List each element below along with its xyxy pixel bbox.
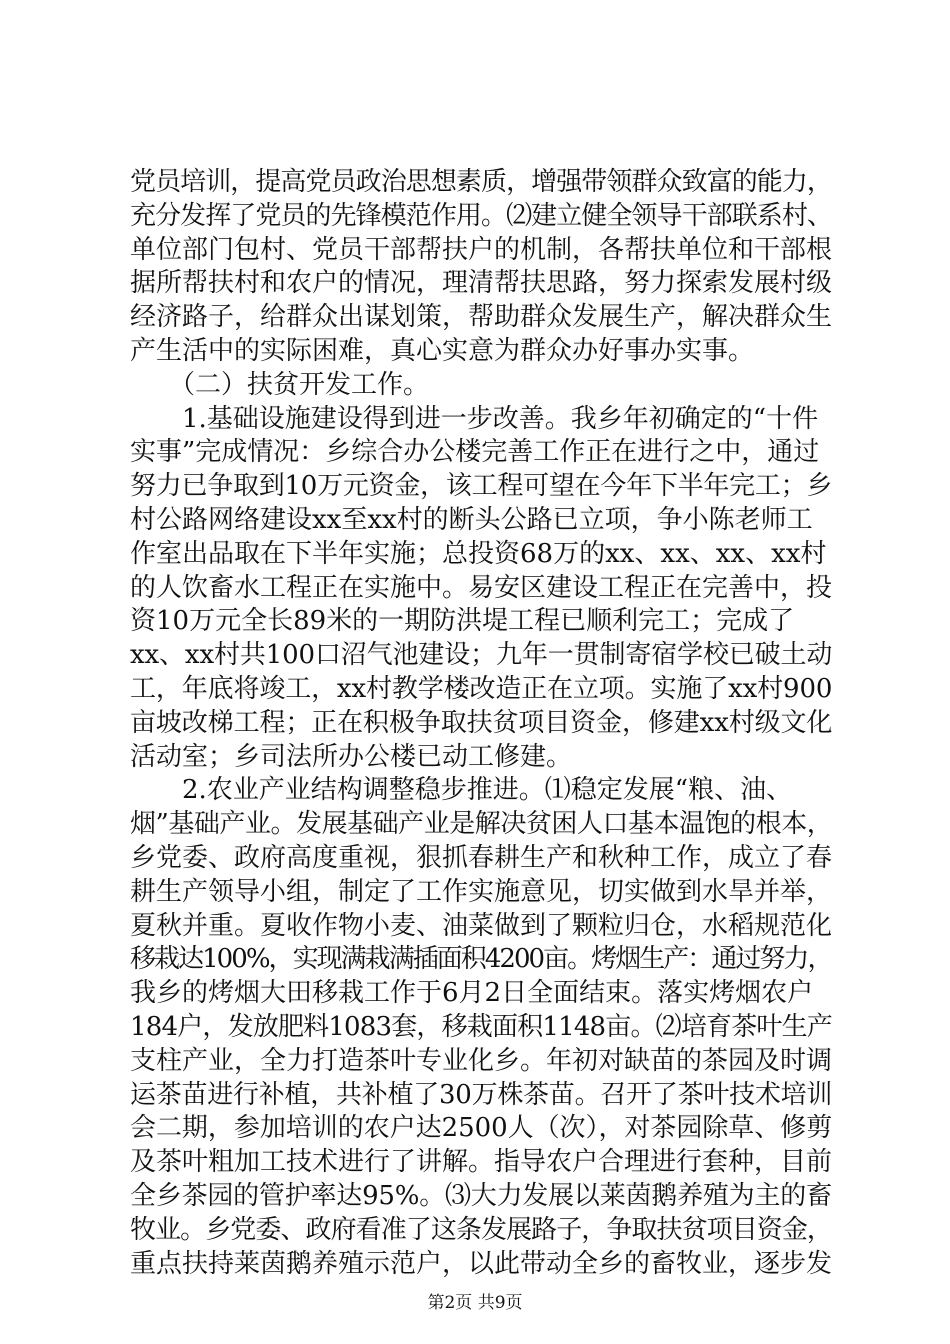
text-line: 2.农业产业结构调整稳步推进。⑴稳定发展“粮、油、 [130,775,793,806]
text-line: （二）扶贫开发工作。 [130,369,430,400]
text-line: 工，年底将竣工，xx村教学楼改造正在立项。实施了xx村900 [130,673,833,704]
text-line: 的人饮畜水工程正在实施中。易安区建设工程正在完善中，投 [130,572,833,603]
text-line: 实事”完成情况：乡综合办公楼完善工作正在进行之中，通过 [130,437,820,468]
text-line: 夏秋并重。夏收作物小麦、油菜做到了颗粒归仓，水稻规范化 [130,910,833,941]
text-line: 活动室；乡司法所办公楼已动工修建。 [130,741,573,772]
text-line: 村公路网络建设xx至xx村的断头公路已立项，争小陈老师工 [130,504,813,535]
text-line: 全乡茶园的管护率达95%。⑶大力发展以莱茵鹅养殖为主的畜 [130,1180,832,1211]
text-line: 1.基础设施建设得到进一步改善。我乡年初确定的“十件 [130,403,819,434]
text-line: 党员培训，提高党员政治思想素质，增强带领群众致富的能力， [130,167,833,197]
text-line: 据所帮扶村和农户的情况，理清帮扶思路，努力探索发展村级 [130,268,833,299]
text-line: xx、xx村共100口沼气池建设；九年一贯制寄宿学校已破土动 [130,640,833,671]
text-line: 支柱产业，全力打造茶叶专业化乡。年初对缺苗的茶园及时调 [130,1045,833,1076]
text-line: 努力已争取到10万元资金，该工程可望在今年下半年完工；乡 [130,471,833,502]
document-body [130,166,832,1281]
text-line: 经济路子，给群众出谋划策，帮助群众发展生产，解决群众生 [130,302,833,333]
text-line: 184户，发放肥料1083套，移栽面积1148亩。⑵培育茶叶生产 [130,1011,832,1042]
text-line: 乡党委、政府高度重视，狠抓春耕生产和秋种工作，成立了春 [130,842,833,873]
text-line: 重点扶持莱茵鹅养殖示范户，以此带动全乡的畜牧业，逐步发 [130,1248,833,1279]
text-line: 单位部门包村、党员干部帮扶户的机制，各帮扶单位和干部根 [130,234,833,265]
text-line: 产生活中的实际困难，真心实意为群众办好事办实事。 [130,335,755,366]
text-line: 耕生产领导小组，制定了工作实施意见，切实做到水旱并举， [130,876,833,907]
text-line: 移栽达100%，实现满栽满插面积4200亩。烤烟生产：通过努力， [130,944,832,975]
text-line: 我乡的烤烟大田移栽工作于6月2日全面结束。落实烤烟农户 [130,978,814,1009]
text-line: 作室出品取在下半年实施；总投资68万的xx、xx、xx、xx村 [130,538,827,569]
text-line: 烟”基础产业。发展基础产业是解决贫困人口基本温饱的根本， [130,809,833,840]
text-line: 亩坡改梯工程；正在积极争取扶贫项目资金，修建xx村级文化 [130,707,833,738]
text-line: 会二期，参加培训的农户达2500人（次），对茶园除草、修剪 [130,1113,833,1144]
text-line: 运茶苗进行补植，共补植了30万株茶苗。召开了茶叶技术培训 [130,1079,833,1110]
text-line: 充分发挥了党员的先锋模范作用。⑵建立健全领导干部联系村、 [130,200,833,231]
page-footer: 第2页 共9页 [427,1293,523,1313]
text-line: 及茶叶粗加工技术进行了讲解。指导农户合理进行套种，目前 [130,1147,833,1178]
text-line: 资10万元全长89米的一期防洪堤工程已顺利完工；完成了 [130,606,795,637]
text-line: 牧业。乡党委、政府看准了这条发展路子，争取扶贫项目资金， [130,1214,833,1245]
